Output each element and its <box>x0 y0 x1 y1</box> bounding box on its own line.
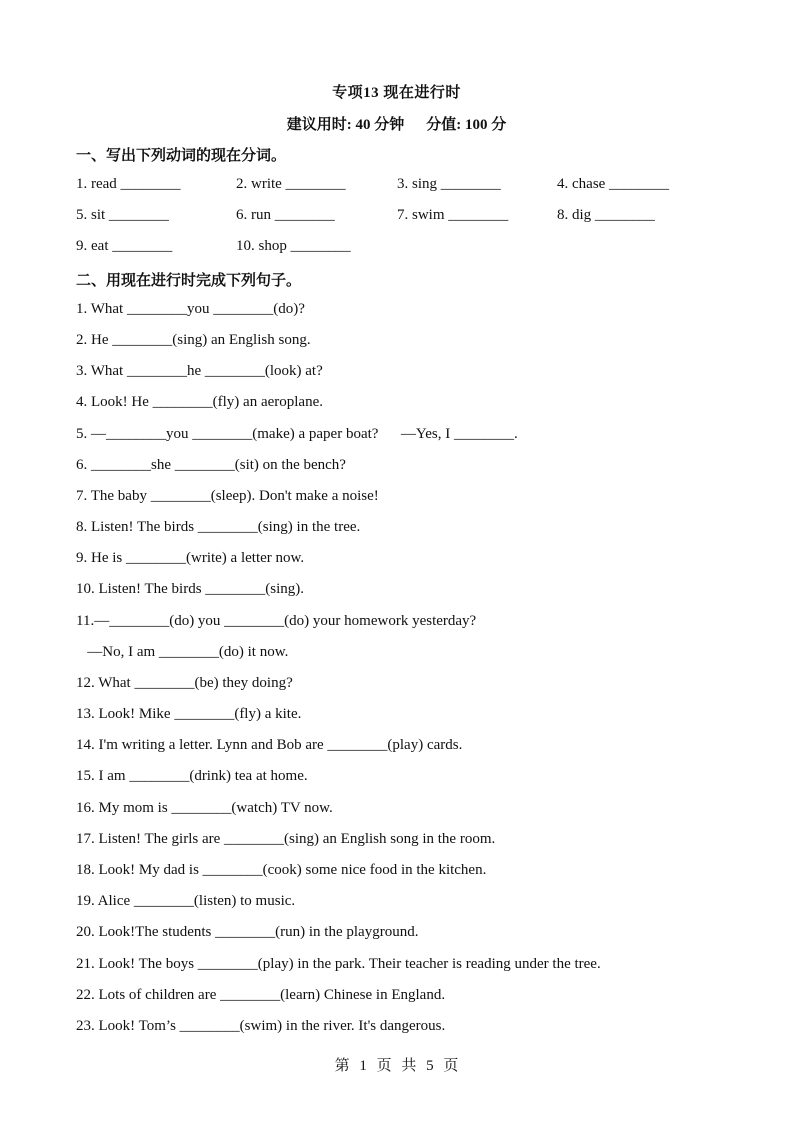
sentence-item: 10. Listen! The birds ________(sing). <box>76 581 305 597</box>
vocab-item: 1. read ________ <box>76 176 181 192</box>
sentence-item: 16. My mom is ________(watch) TV now. <box>76 800 333 816</box>
sentence-item: 6. ________she ________(sit) on the bench? <box>76 457 346 473</box>
sentence-item: 3. What ________he ________(look) at? <box>76 363 323 379</box>
worksheet-subtitle <box>0 113 793 134</box>
vocab-item: 6. run ________ <box>236 207 335 223</box>
vocab-item: 7. swim ________ <box>397 207 509 223</box>
suggested-time: 建议用时: 40 分钟 <box>286 117 405 133</box>
worksheet-title: 专项13 现在进行时 <box>332 85 461 101</box>
sentence-item: 8. Listen! The birds ________(sing) in the tree. <box>76 519 361 535</box>
section-2-heading: 二、用现在进行时完成下列句子。 <box>76 273 302 289</box>
sentence-item: —No, I am ________(do) it now. <box>76 644 289 660</box>
section-1-heading: 一、写出下列动词的现在分词。 <box>76 148 287 164</box>
sentence-item: 12. What ________(be) they doing? <box>76 675 293 691</box>
vocab-item: 3. sing ________ <box>397 176 501 192</box>
sentence-item: 9. He is ________(write) a letter now. <box>76 550 305 566</box>
vocab-item: 2. write ________ <box>236 176 346 192</box>
sentence-item: 21. Look! The boys ________(play) in the park. Their teacher is reading under the tree. <box>76 956 601 972</box>
vocab-item: 5. sit ________ <box>76 207 169 223</box>
page-number: 第 1 页 共 5 页 <box>334 1058 459 1074</box>
vocab-item: 8. dig ________ <box>557 207 655 223</box>
sentence-item: 22. Lots of children are ________(learn) Chinese in England. <box>76 987 446 1003</box>
sentence-item: 13. Look! Mike ________(fly) a kite. <box>76 706 302 722</box>
sentence-item: 14. I'm writing a letter. Lynn and Bob are ________(play) cards. <box>76 737 463 753</box>
sentence-item: 18. Look! My dad is ________(cook) some nice food in the kitchen. <box>76 862 487 878</box>
sentence-item: 11.—________(do) you ________(do) your homework yesterday? <box>76 613 477 629</box>
sentence-item: 17. Listen! The girls are ________(sing) an English song in the room. <box>76 831 496 847</box>
vocab-item: 9. eat ________ <box>76 238 173 254</box>
sentence-item: 23. Look! Tom’s ________(swim) in the river. It's dangerous. <box>76 1018 446 1034</box>
sentence-item: 5. —________you ________(make) a paper boat? —Yes, I ________. <box>76 426 518 442</box>
sentence-item: 19. Alice ________(listen) to music. <box>76 893 296 909</box>
sentence-item: 1. What ________you ________(do)? <box>76 301 305 317</box>
vocab-item: 10. shop ________ <box>236 238 351 254</box>
vocab-item: 4. chase ________ <box>557 176 670 192</box>
sentence-item: 7. The baby ________(sleep). Don't make a noise! <box>76 488 379 504</box>
sentence-item: 2. He ________(sing) an English song. <box>76 332 311 348</box>
sentence-item: 20. Look!The students ________(run) in the playground. <box>76 924 419 940</box>
sentence-item: 4. Look! He ________(fly) an aeroplane. <box>76 394 324 410</box>
sentence-item: 15. I am ________(drink) tea at home. <box>76 768 308 784</box>
total-score: 分值: 100 分 <box>426 117 507 133</box>
